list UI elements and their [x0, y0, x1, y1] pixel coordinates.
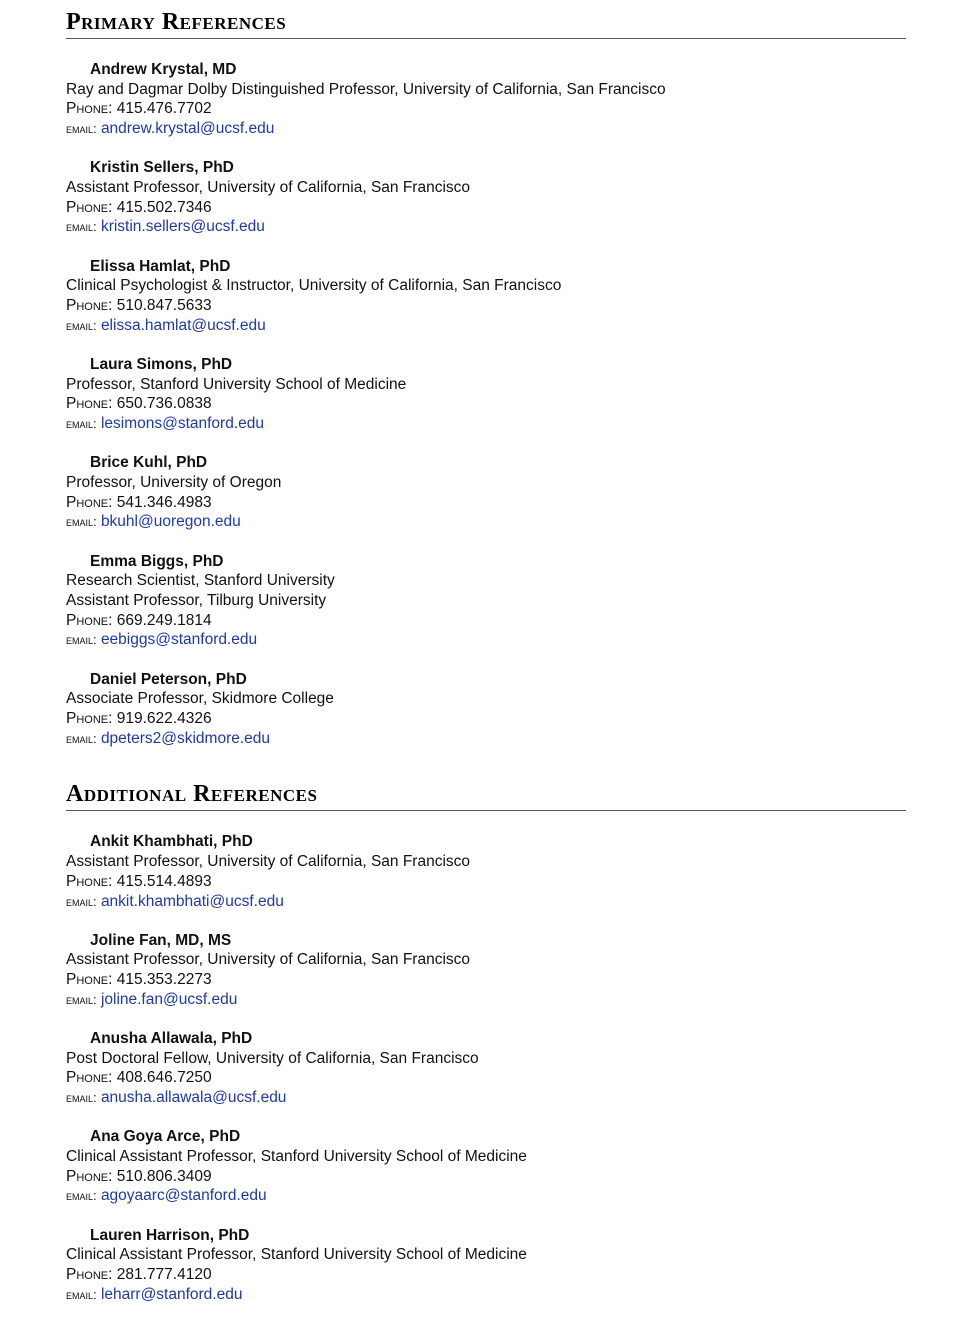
reference-name: Elissa Hamlat, PhD [90, 257, 231, 275]
email-link[interactable]: kristin.sellers@ucsf.edu [100, 218, 265, 236]
reference-phone-line [66, 198, 906, 218]
reference-title: Clinical Assistant Professor, Stanford University School of Medicine [66, 1246, 527, 1264]
reference-email-line [66, 512, 906, 532]
email-link[interactable]: bkuhl@uoregon.edu [100, 513, 241, 531]
reference-email-line [66, 217, 906, 237]
reference-name: Brice Kuhl, PhD [90, 454, 208, 472]
reference-entry [66, 1226, 906, 1305]
reference-email-line [66, 414, 906, 434]
reference-entry [66, 355, 906, 434]
additional-references-heading: Additional References [66, 780, 906, 811]
reference-entry [66, 670, 906, 749]
reference-entry [66, 1127, 906, 1206]
reference-email-line [66, 119, 906, 139]
reference-name: Laura Simons, PhD [90, 355, 233, 373]
reference-name: Ankit Khambhati, PhD [90, 833, 253, 851]
email-link[interactable]: elissa.hamlat@ucsf.edu [100, 316, 266, 334]
reference-name: Anusha Allawala, PhD [90, 1030, 253, 1048]
phone-label: Phone: [66, 100, 113, 118]
phone-number: 408.646.7250 [116, 1069, 212, 1087]
reference-name: Ana Goya Arce, PhD [90, 1128, 241, 1146]
phone-label: Phone: [66, 493, 113, 511]
email-link[interactable]: andrew.krystal@ucsf.edu [100, 120, 275, 138]
reference-phone-line [66, 1167, 906, 1187]
email-link[interactable]: agoyaarc@stanford.edu [100, 1187, 267, 1205]
phone-label: Phone: [66, 1266, 113, 1284]
reference-email-line [66, 316, 906, 336]
reference-phone-line [66, 99, 906, 119]
phone-number: 541.346.4983 [116, 493, 212, 511]
reference-entry [66, 832, 906, 911]
email-label: email: [66, 1286, 97, 1302]
reference-name: Joline Fan, MD, MS [90, 931, 232, 949]
email-label: email: [66, 991, 97, 1007]
reference-title: Assistant Professor, University of California, San Francisco [66, 853, 471, 871]
phone-label: Phone: [66, 1069, 113, 1087]
reference-name: Kristin Sellers, PhD [90, 159, 234, 177]
reference-phone-line [66, 709, 906, 729]
phone-number: 415.502.7346 [116, 198, 212, 216]
reference-entry [66, 931, 906, 1010]
reference-email-line [66, 892, 906, 912]
reference-entry [66, 1029, 906, 1108]
reference-title: Research Scientist, Stanford University [66, 572, 335, 590]
email-link[interactable]: anusha.allawala@ucsf.edu [100, 1089, 287, 1107]
reference-phone-line [66, 296, 906, 316]
reference-email-line [66, 1285, 906, 1305]
reference-email-line [66, 1186, 906, 1206]
phone-number: 415.476.7702 [116, 100, 212, 118]
additional-references-list [66, 832, 906, 1304]
email-label: email: [66, 893, 97, 909]
email-label: email: [66, 1090, 97, 1106]
email-label: email: [66, 121, 97, 137]
phone-label: Phone: [66, 297, 113, 315]
reference-phone-line [66, 970, 906, 990]
phone-label: Phone: [66, 395, 113, 413]
reference-name: Emma Biggs, PhD [90, 552, 224, 570]
reference-title: Professor, University of Oregon [66, 473, 282, 491]
reference-title: Assistant Professor, Tilburg University [66, 591, 327, 609]
phone-number: 415.353.2273 [116, 971, 212, 989]
email-label: email: [66, 416, 97, 432]
phone-label: Phone: [66, 872, 113, 890]
reference-email-line [66, 1088, 906, 1108]
phone-number: 510.806.3409 [116, 1167, 212, 1185]
email-label: email: [66, 514, 97, 530]
phone-label: Phone: [66, 611, 113, 629]
reference-title: Assistant Professor, University of California, San Francisco [66, 179, 471, 197]
reference-title: Professor, Stanford University School of Medicine [66, 375, 407, 393]
primary-references-heading: Primary References [66, 8, 906, 39]
reference-name: Andrew Krystal, MD [90, 61, 237, 78]
reference-name: Daniel Peterson, PhD [90, 670, 247, 688]
phone-number: 919.622.4326 [116, 709, 212, 727]
references-page [66, 8, 906, 1324]
reference-title: Ray and Dagmar Dolby Distinguished Professor, University of California, San Francisco [66, 80, 666, 98]
email-label: email: [66, 730, 97, 746]
reference-phone-line [66, 394, 906, 414]
reference-email-line [66, 990, 906, 1010]
reference-title: Associate Professor, Skidmore College [66, 690, 334, 708]
phone-number: 669.249.1814 [116, 611, 212, 629]
email-link[interactable]: ankit.khambhati@ucsf.edu [100, 892, 284, 910]
reference-entry [66, 60, 906, 139]
phone-label: Phone: [66, 971, 113, 989]
reference-entry [66, 552, 906, 651]
phone-number: 650.736.0838 [116, 395, 212, 413]
email-link[interactable]: joline.fan@ucsf.edu [100, 990, 238, 1008]
phone-number: 281.777.4120 [116, 1266, 212, 1284]
reference-phone-line [66, 493, 906, 513]
reference-email-line [66, 729, 906, 749]
reference-title: Clinical Psychologist & Instructor, University of California, San Francisco [66, 277, 562, 295]
email-label: email: [66, 1188, 97, 1204]
email-label: email: [66, 219, 97, 235]
email-link[interactable]: lesimons@stanford.edu [100, 415, 265, 433]
reference-phone-line [66, 872, 906, 892]
reference-phone-line [66, 611, 906, 631]
reference-entry [66, 158, 906, 237]
email-link[interactable]: dpeters2@skidmore.edu [100, 729, 271, 747]
phone-label: Phone: [66, 709, 113, 727]
email-link[interactable]: leharr@stanford.edu [100, 1285, 243, 1303]
phone-label: Phone: [66, 198, 113, 216]
reference-entry [66, 453, 906, 532]
phone-number: 510.847.5633 [116, 297, 212, 315]
reference-title: Assistant Professor, University of California, San Francisco [66, 951, 471, 969]
email-label: email: [66, 632, 97, 648]
reference-title: Post Doctoral Fellow, University of California, San Francisco [66, 1049, 479, 1067]
email-label: email: [66, 317, 97, 333]
reference-phone-line [66, 1068, 906, 1088]
reference-phone-line [66, 1265, 906, 1285]
reference-entry [66, 257, 906, 336]
reference-title: Clinical Assistant Professor, Stanford University School of Medicine [66, 1148, 527, 1166]
primary-references-list [66, 60, 906, 748]
reference-name: Lauren Harrison, PhD [90, 1226, 250, 1244]
phone-label: Phone: [66, 1167, 113, 1185]
email-link[interactable]: eebiggs@stanford.edu [100, 631, 258, 649]
reference-email-line [66, 630, 906, 650]
phone-number: 415.514.4893 [116, 872, 212, 890]
